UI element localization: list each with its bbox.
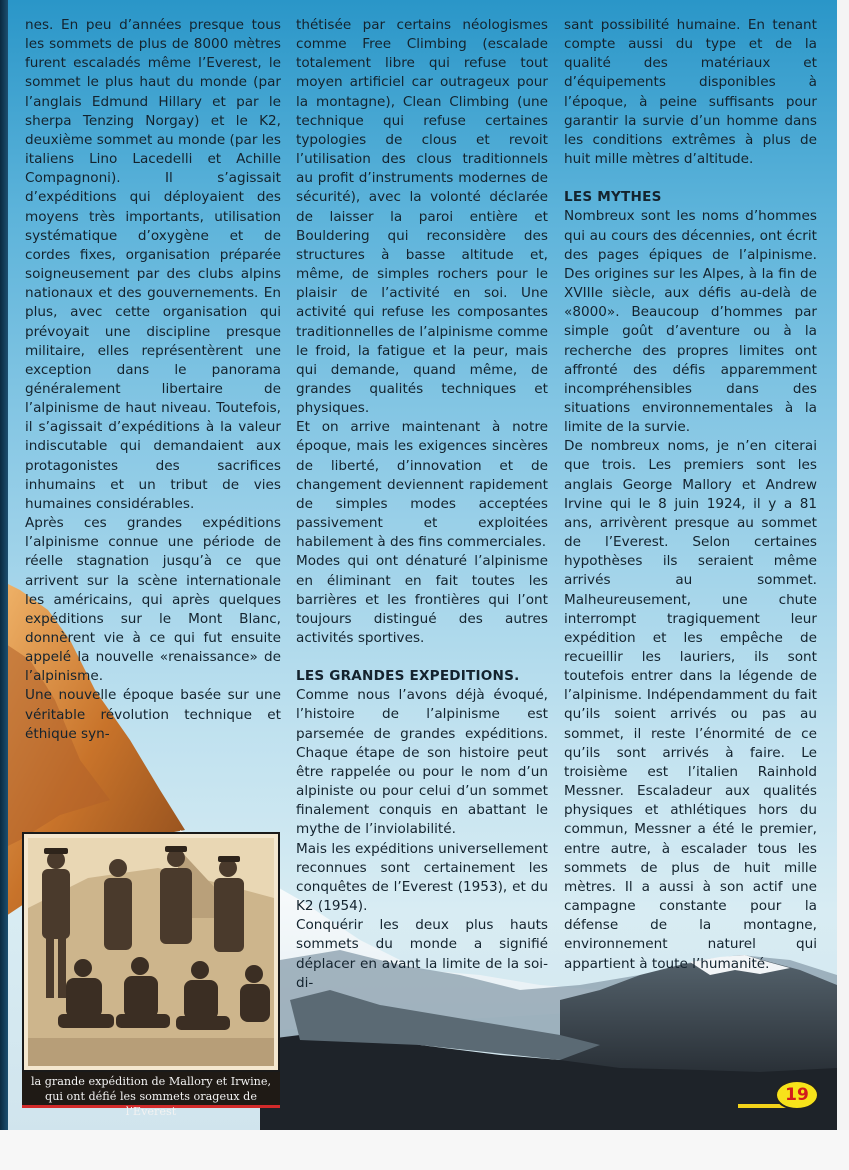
page-binding-edge [0, 0, 8, 1170]
section-spacer [564, 169, 817, 188]
col2-paragraph-3: Modes qui ont dénaturé l’alpinisme en éliminant en fait toutes les barrières et les frontières qui l’ont toujours distingué des autres activités sportives. [296, 553, 548, 646]
col3-intro: sant possibilité humaine. En tenant compte aussi du type et de la qualité des matériaux et d’équipements disponibles à l’époque, à peine suffisants pour garantir la survie d’un homme dans les conditions extrêmes à plus de huit mille mètres d’altitude. [564, 17, 817, 168]
section-heading-expeditions: LES GRANDES EXPEDITIONS. [296, 668, 520, 685]
expedition-photo-image [28, 838, 274, 1066]
text-column-1 [25, 16, 281, 744]
page-number: 19 [775, 1080, 819, 1110]
page-bottom-margin [0, 1130, 849, 1170]
col2-section-paragraph-3: Conquérir les deux plus hauts sommets du monde a signifié déplacer en avant la limite de la soi-di- [296, 917, 548, 991]
photo-caption: la grande expédition de Mallory et Irwine, qui ont défié les sommets orageux de l’Everest [22, 1072, 280, 1108]
text-column-2 [296, 16, 548, 993]
col2-paragraph-1: thétisée par certains néologismes comme Free Climbing (escalade totalement libre qui refuse tout moyen artificiel car outrageux pour la montagne), Clean Climbing (une technique qui refuse certaines typologies de clous et revoit l’utilisation des clous traditionnels au profit d’instruments modernes de sécurité), avec la volonté déclarée de laisser la paroi entière et Bouldering qui reconsidère des structures à basse altitude et, même, de simples rochers pour le plaisir de l’activité en soi. Une activité qui refuse les composantes traditionnelles de l’alpinisme comme le froid, la fatigue et la peur, mais qui demande, quand même, de grandes qualités techniques et physiques. [296, 17, 548, 417]
section-spacer [296, 648, 548, 667]
expedition-photo [22, 832, 280, 1072]
col2-paragraph-2: Et on arrive maintenant à notre époque, mais les exigences sincères de liberté, d’innovation et de changement deviennent rapidement de simples modes acceptées passivement et exploitées habilement à des fins commerciales. [296, 419, 548, 551]
text-column-3 [564, 16, 817, 974]
col1-paragraph-1: nes. En peu d’années presque tous les sommets de plus de 8000 mètres furent escaladés même l’Everest, le sommet le plus haut du monde (par l’anglais Edmund Hillary et par le sherpa Tenzing Norgay) et le K2, deuxième sommet au monde (par les italiens Lino Lacedelli et Achille Compagnoni). Il s’agissait d’expéditions qui déployaient des moyens très importants, utilisation systématique d’oxygène et de cordes fixes, organisation préparée soigneusement par des clubs alpins nationaux et des gouvernements. En plus, avec cette organisation qui prévoyait une discipline presque militaire, elles représentèrent une exception dans le panorama généralement libertaire de l’alpinisme de haut niveau. Toutefois, il s’agissait d’expéditions à la valeur indiscutable qui demandaient aux protagonistes des sacrifices inhumains et un tribut de vies humaines considérables. [25, 17, 281, 512]
col1-paragraph-3: Une nouvelle époque basée sur une véritable révolution technique et éthique syn- [25, 687, 281, 742]
section-heading-myths: LES MYTHES [564, 189, 662, 206]
col2-section-paragraph-1: Comme nous l’avons déjà évoqué, l’histoire de l’alpinisme est parsemée de grandes expéditions. Chaque étape de son histoire peut être rappelée ou pour le nom d’un alpiniste ou pour celui d’un sommet finalement conquis en abattant le mythe de l’inviolabilité. [296, 687, 548, 838]
col3-paragraph-1: Nombreux sont les noms d’hommes qui au cours des décennies, ont écrit des pages épiques de l’alpinisme. Des origines sur les Alpes, à la fin de XVIIIe siècle, aux défis au-delà de «8000». Beaucoup d’hommes par simple goût d’aventure ou à la recherche des propres limites ont affronté des défis apparemment incompréhensibles dans des situations environnementales à la limite de la survie. [564, 208, 817, 436]
page-right-margin [837, 0, 849, 1170]
col2-section-paragraph-2: Mais les expéditions universellement reconnues sont certainement les conquêtes de l’Everest (1953), et du K2 (1954). [296, 840, 548, 915]
col3-paragraph-2: De nombreux noms, je n’en citerai que trois. Les premiers sont les anglais George Mallory et Andrew Irvine qui le 8 juin 1924, il y a 81 ans, arrivèrent presque au sommet de l’Everest. Selon certaines hypothèses ils seraient même arrivés au sommet. Malheureusement, une chute interrompt tragiquement leur expédition et les empêche de recueillir les lauriers, ils sont toutefois entrer dans la légende de l’alpinisme. Indépendamment du fait qu’ils soient arrivés ou pas au sommet, il reste l’énormité de ce qu’ils sont arrivés à faire. Le troisième est l’italien Rainhold Messner. Escaladeur aux qualités physiques et athlétiques hors du commun, Messner a été le premier, entre autre, à escalader tous les sommets de plus de huit mille mètres. Il a aussi à son actif une campagne constante pour la défense de la montagne, environnement naturel qui appartient à toute l’humanité. [564, 438, 817, 972]
col1-paragraph-2: Après ces grandes expéditions l’alpinisme connue une période de réelle stagnation jusqu’à ce que arrivent sur la scène internationale les américains, qui après quelques expéditions sur le Mont Blanc, donnèrent vie à ce qui fut ensuite appelé la nouvelle «renaissance» de l’alpinisme. [25, 515, 281, 685]
